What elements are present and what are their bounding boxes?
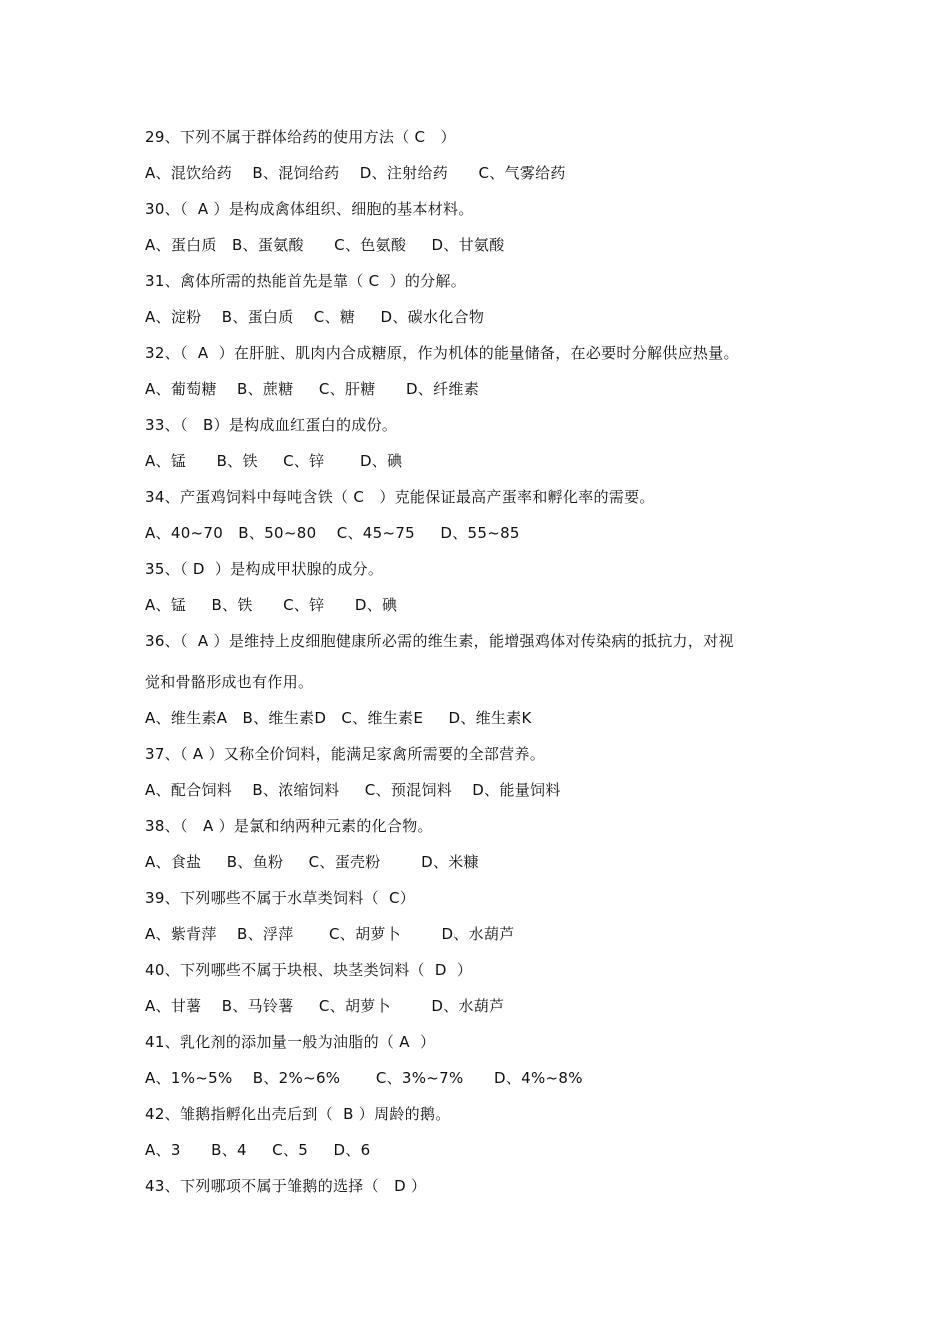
- question-34: 34、产蛋鸡饲料中每吨含铁（ C ）克能保证最高产蛋率和孵化率的需要。: [145, 488, 655, 506]
- options-35: A、锰 B、铁 C、锌 D、碘: [145, 596, 398, 614]
- options-32: A、葡萄糖 B、蔗糖 C、肝糖 D、纤维素: [145, 380, 479, 398]
- question-38: 38、（ A ）是氯和纳两种元素的化合物。: [145, 817, 433, 835]
- options-30: A、蛋白质 B、蛋氨酸 C、色氨酸 D、甘氨酸: [145, 236, 505, 254]
- question-31: 31、禽体所需的热能首先是靠（ C ）的分解。: [145, 272, 467, 290]
- options-34: A、40~70 B、50~80 C、45~75 D、55~85: [145, 524, 520, 542]
- options-38: A、食盐 B、鱼粉 C、蛋壳粉 D、米糠: [145, 853, 479, 871]
- question-30: 30、（ A ）是构成禽体组织、细胞的基本材料。: [145, 200, 474, 218]
- options-40: A、甘薯 B、马铃薯 C、胡萝卜 D、水葫芦: [145, 997, 505, 1015]
- question-40: 40、下列哪些不属于块根、块茎类饲料（ D ）: [145, 961, 473, 979]
- question-41: 41、乳化剂的添加量一般为油脂的（ A ）: [145, 1033, 436, 1051]
- options-42: A、3 B、4 C、5 D、6: [145, 1141, 371, 1159]
- question-35: 35、（ D ）是构成甲状腺的成分。: [145, 560, 384, 578]
- question-33: 33、（ B）是构成血红蛋白的成份。: [145, 416, 398, 434]
- options-39: A、紫背萍 B、浮萍 C、胡萝卜 D、水葫芦: [145, 925, 515, 943]
- question-42: 42、雏鹅指孵化出壳后到（ B ）周龄的鹅。: [145, 1105, 451, 1123]
- question-39: 39、下列哪些不属于水草类饲料（ C）: [145, 889, 416, 907]
- options-31: A、淀粉 B、蛋白质 C、糖 D、碳水化合物: [145, 308, 485, 326]
- question-32: 32、（ A ）在肝脏、肌肉内合成糖原，作为机体的能量储备，在必要时分解供应热量。: [145, 344, 739, 362]
- options-36: A、维生素A B、维生素D C、维生素E D、维生素K: [145, 709, 532, 727]
- question-37: 37、（ A ）又称全价饲料，能满足家禽所需要的全部营养。: [145, 745, 546, 763]
- options-29: A、混饮给药 B、混饲给药 D、注射给药 C、气雾给药: [145, 164, 566, 182]
- options-33: A、锰 B、铁 C、锌 D、碘: [145, 452, 403, 470]
- question-36: 36、（ A ）是维持上皮细胞健康所必需的维生素，能增强鸡体对传染病的抵抗力，对视: [145, 632, 734, 650]
- options-41: A、1%~5% B、2%~6% C、3%~7% D、4%~8%: [145, 1069, 583, 1087]
- question-29: 29、下列不属于群体给药的使用方法（ C ）: [145, 128, 456, 146]
- options-37: A、配合饲料 B、浓缩饲料 C、预混饲料 D、能量饲料: [145, 781, 561, 799]
- question-36-cont: 觉和骨骼形成也有作用。: [145, 673, 314, 691]
- question-43: 43、下列哪项不属于雏鹅的选择（ D ）: [145, 1177, 427, 1195]
